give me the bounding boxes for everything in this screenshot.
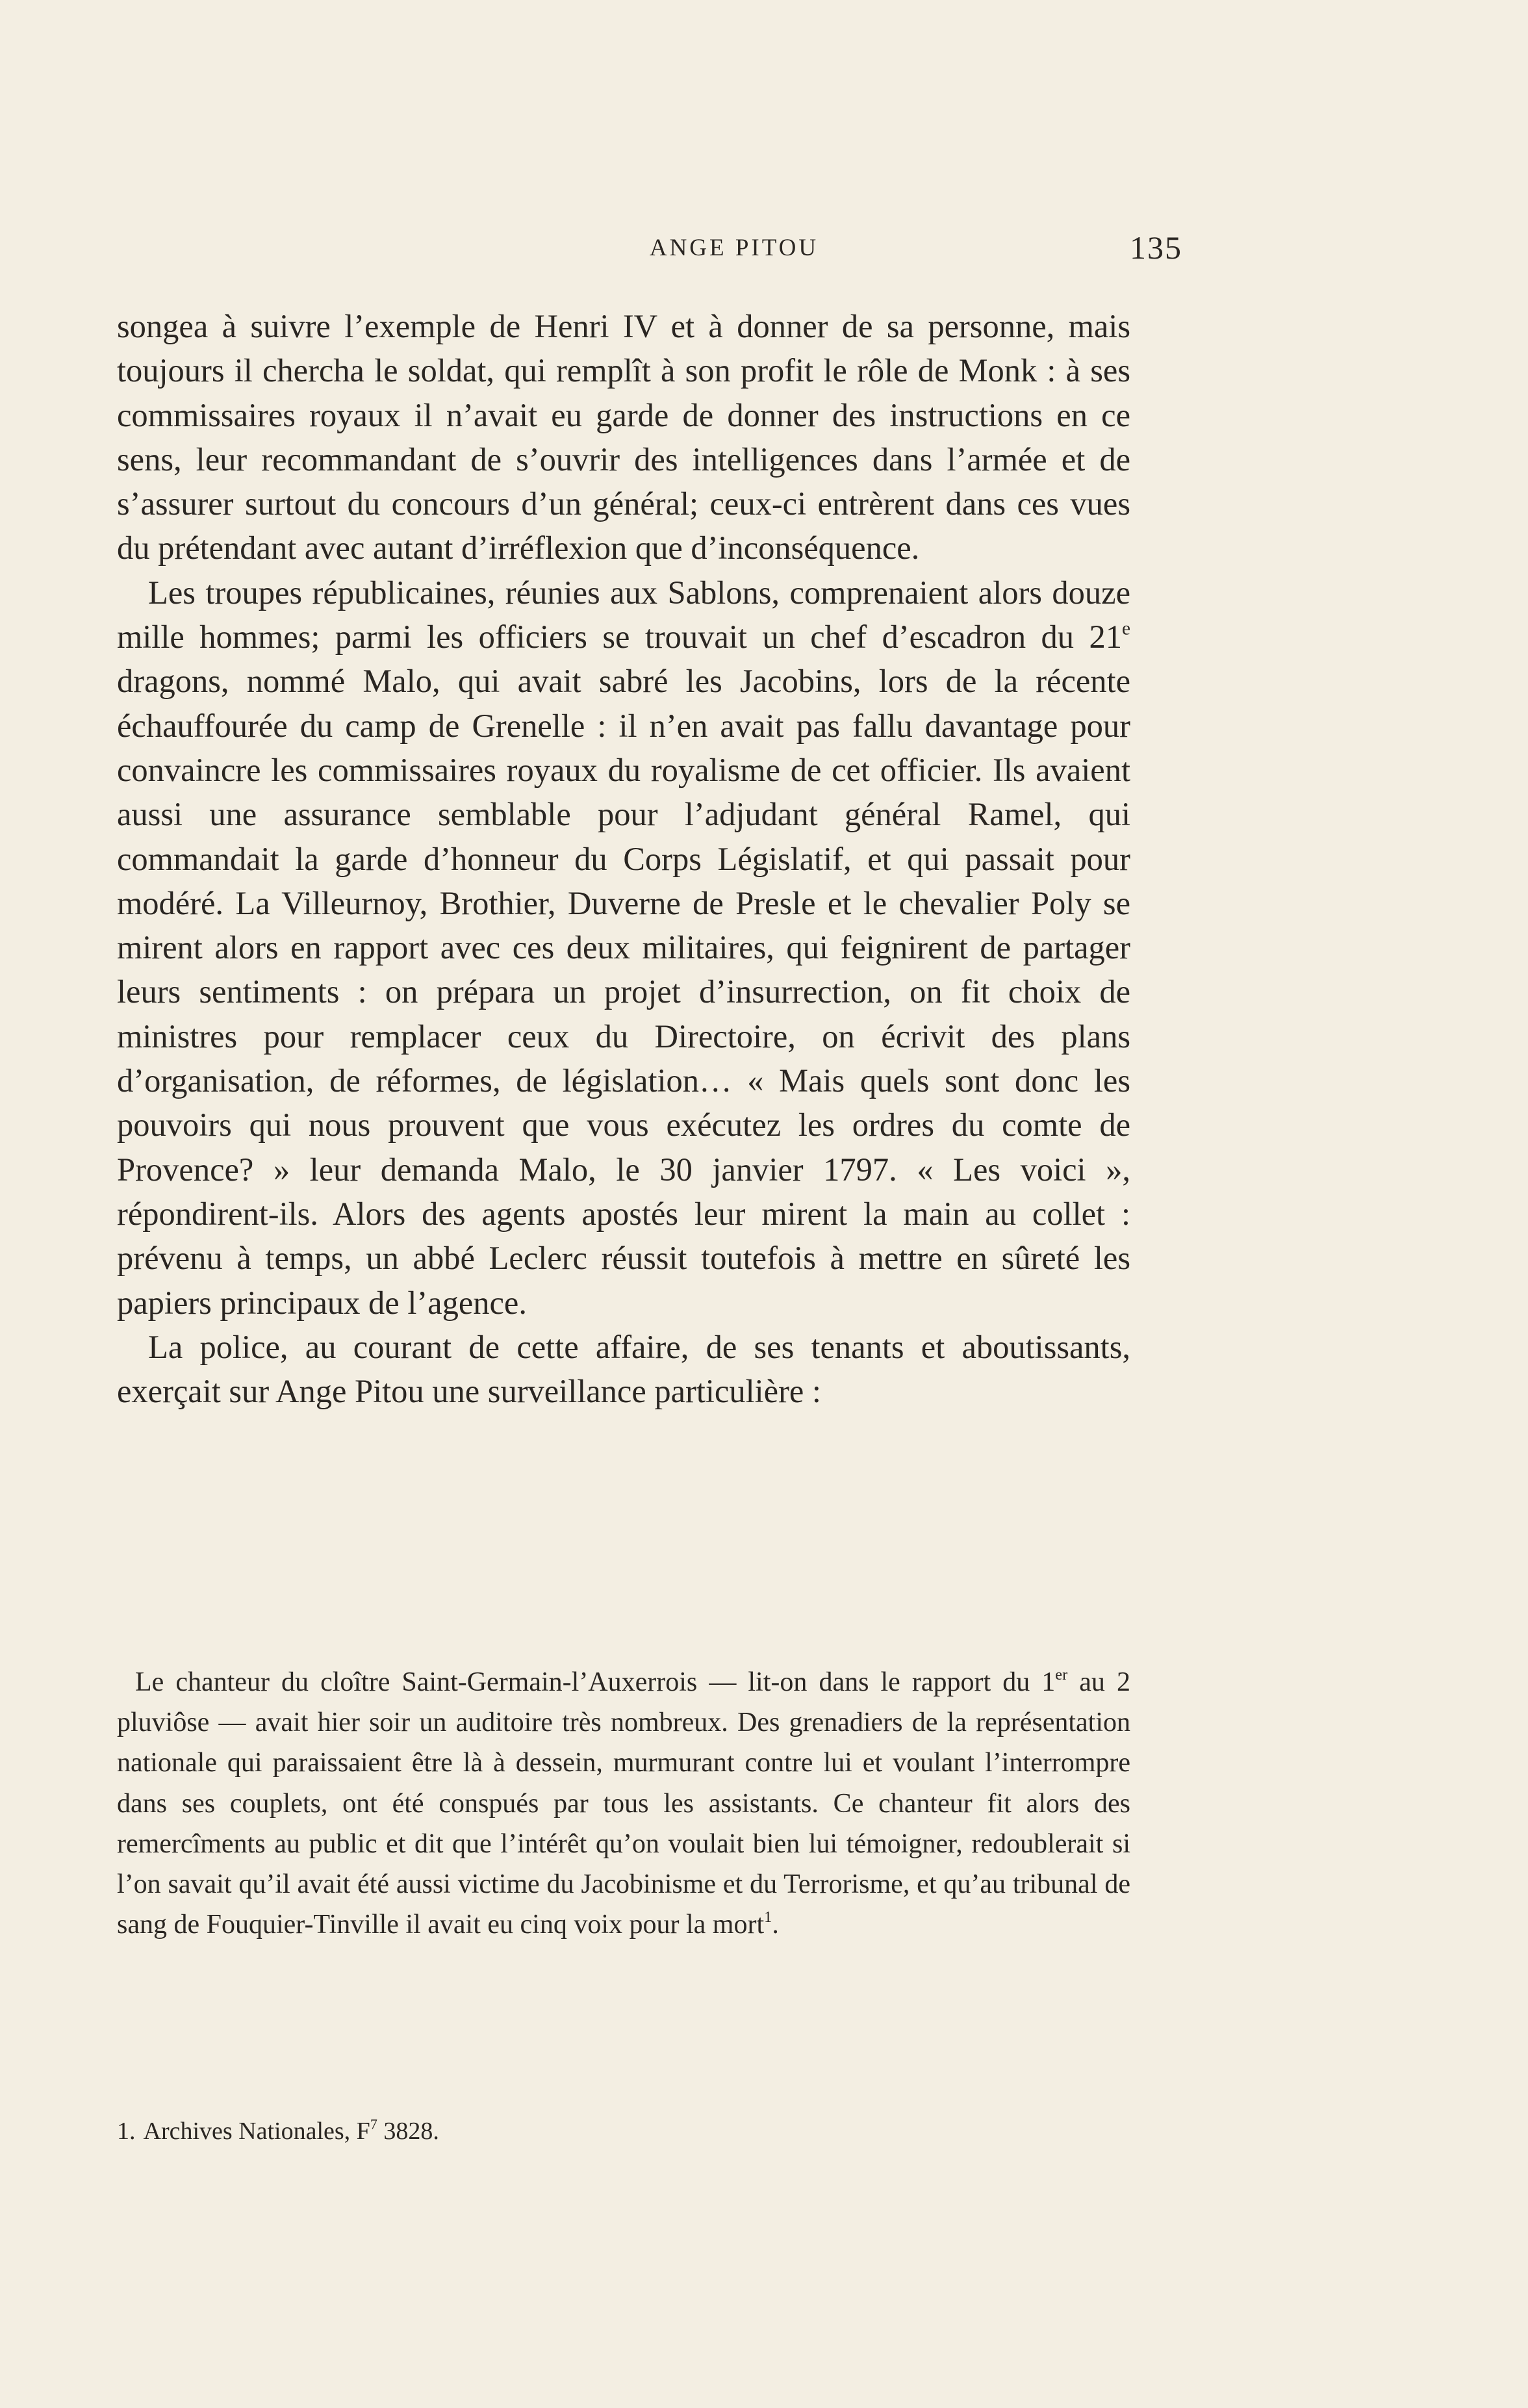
footnote	[117, 2115, 1130, 2147]
quote-end: .	[772, 1910, 779, 1940]
paragraph-2-part-b: dragons, nommé Malo, qui avait sabré les Jacobins, lors de la récente échauffourée du camp de Grenelle : il n’en avait pas fallu davantage pour convaincre les commissaires royaux du royalisme de cet officier. Ils avaient aussi une assurance semblable pour l’adjudant général Ramel, qui commandait la garde d’honneur du Corps Législatif, et qui passait pour modéré. La Villeurnoy, Brothier, Duverne de Presle et le chevalier Poly se mirent alors en rapport avec ces deux militaires, qui feignirent de partager leurs sentiments : on prépara un projet d’insurrection, on fit choix de ministres pour remplacer ceux du Directoire, on écrivit des plans d’organisation, de réformes, de législation… « Mais quels sont donc les pouvoirs qui nous prouvent que vous exécutez les ordres du comte de Provence? » leur demanda Malo, le 30 janvier 1797. « Les voici », répondirent-ils. Alors des agents apostés leur mirent la main au collet : prévenu à temps, un abbé Leclerc réussit toutefois à mettre en sûreté les papiers principaux de l’agence.	[117, 663, 1130, 1321]
paragraph-2	[117, 570, 1130, 1325]
quote-part-b: au 2 pluviôse — avait hier soir un auditoire très nombreux. Des grenadiers de la représentation nationale qui paraissaient être là à dessein, murmurant contre lui et voulant l’interrompre dans ses couplets, ont été conspués par tous les assistants. Ce chanteur fit alors des remercîments au public et dit que l’intérêt qu’on voulait bien lui témoigner, redoublerait si l’on savait qu’il avait été aussi victime du Jacobinisme et du Terrorisme, et qu’au tribunal de sang de Fouquier-Tinville il avait eu cinq voix pour la mort	[117, 1667, 1130, 1940]
running-head	[117, 229, 1182, 273]
footnote-reference[interactable]: 1	[764, 1908, 772, 1927]
body-text	[117, 304, 1130, 1413]
quote-ordinal-superscript: er	[1055, 1665, 1068, 1684]
quote-part-a: Le chanteur du cloître Saint-Germain-l’Auxerrois — lit-on dans le rapport du 1	[135, 1667, 1056, 1697]
page-number: 135	[1130, 229, 1182, 266]
footnote-text-b: 3828.	[377, 2118, 439, 2145]
paragraph-1: songea à suivre l’exemple de Henri IV et à donner de sa personne, mais toujours il chercha le soldat, qui remplît à son profit le rôle de Monk : à ses commissaires royaux il n’avait eu garde de donner des instructions en ce sens, leur recommandant de s’ouvrir des intelligences dans l’armée et de s’assurer surtout du concours d’un général; ceux-ci entrèrent dans ces vues du prétendant avec autant d’irréflexion que d’inconséquence.	[117, 308, 1130, 567]
paragraph-2-part-a: Les troupes républicaines, réunies aux Sablons, comprenaient alors douze mille hommes; parmi les officiers se trouvait un chef d’escadron du 21	[117, 574, 1130, 656]
footnote-text-a: Archives Nationales, F	[143, 2118, 370, 2145]
ordinal-superscript: e	[1122, 618, 1130, 639]
paragraph-3: La police, au courant de cette affaire, de ses tenants et aboutissants, exerçait sur Ange Pitou une surveillance particulière :	[117, 1328, 1130, 1410]
footnote-number: 1.	[117, 2118, 136, 2145]
footnote-series-superscript: 7	[370, 2116, 377, 2133]
block-quote	[117, 1662, 1130, 1945]
running-title: ANGE PITOU	[649, 235, 819, 261]
